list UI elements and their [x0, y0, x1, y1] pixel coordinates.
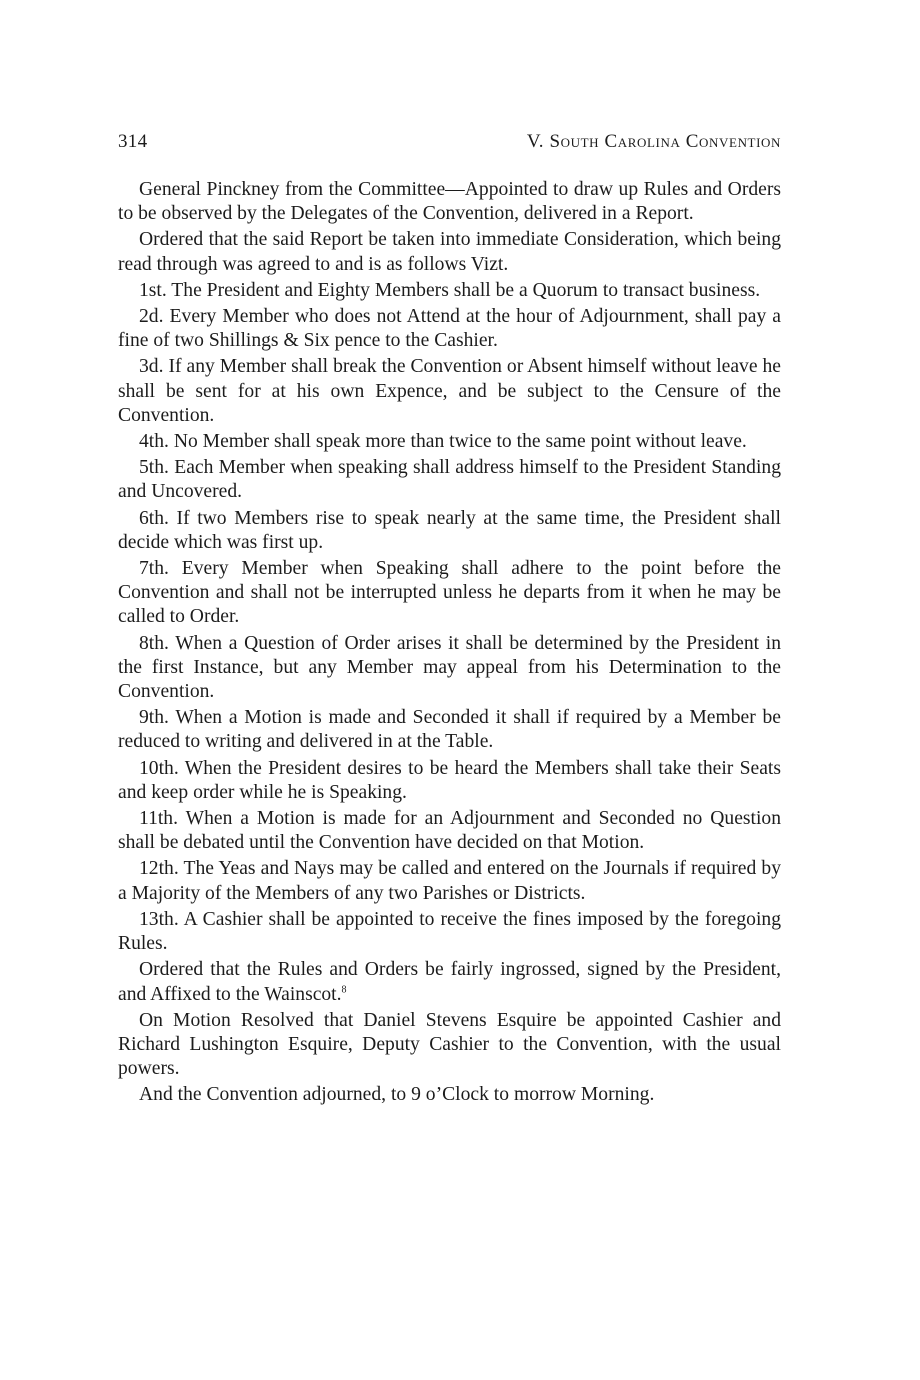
- page-number: 314: [118, 131, 148, 152]
- paragraph-adjourned: And the Convention adjourned, to 9 o’Clock to morrow Morning.: [139, 1084, 655, 1106]
- document-page: [118, 128, 781, 1110]
- rule-9: 9th. When a Motion is made and Seconded it shall if required by a Member be reduced to writing and delivered in at the Table.: [118, 707, 781, 753]
- rule-12: 12th. The Yeas and Nays may be called and entered on the Journals if required by a Majority of the Members of any two Parishes or Districts.: [118, 858, 781, 904]
- rule-2: 2d. Every Member who does not Attend at the hour of Adjournment, shall pay a fine of two Shillings & Six pence to the Cashier.: [118, 306, 781, 352]
- rule-11: 11th. When a Motion is made for an Adjournment and Seconded no Question shall be debated until the Convention have decided on that Motion.: [118, 808, 781, 854]
- rule-8: 8th. When a Question of Order arises it shall be determined by the President in the first Instance, but any Member may appeal from his Determination to the Convention.: [118, 632, 781, 703]
- rule-10: 10th. When the President desires to be heard the Members shall take their Seats and keep order while he is Speaking.: [118, 757, 781, 803]
- rule-7: 7th. Every Member when Speaking shall adhere to the point before the Convention and shall not be interrupted unless he departs from it when he may be called to Order.: [118, 558, 781, 628]
- rule-13: 13th. A Cashier shall be appointed to receive the fines imposed by the foregoing Rules.: [118, 908, 781, 955]
- section-title: V. South Carolina Convention: [526, 131, 781, 152]
- paragraph-ingrossed: [118, 958, 781, 1006]
- rule-6: 6th. If two Members rise to speak nearly at the same time, the President shall decide which was first up.: [118, 507, 781, 553]
- paragraph-ordered-consideration: Ordered that the said Report be taken into immediate Consideration, which being read through was agreed to and is as follows Vizt.: [118, 229, 781, 275]
- body-text: [118, 178, 781, 1108]
- rule-1: 1st. The President and Eighty Members shall be a Quorum to transact business.: [139, 279, 761, 301]
- paragraph-cashier-appointment: On Motion Resolved that Daniel Stevens Esquire be appointed Cashier and Richard Lushington Esquire, Deputy Cashier to the Convention, with the usual powers.: [118, 1009, 781, 1080]
- running-head: [118, 128, 781, 156]
- paragraph-committee-report: General Pinckney from the Committee—Appointed to draw up Rules and Orders to be observed by the Delegates of the Convention, delivered in a Report.: [118, 179, 781, 225]
- rule-5: 5th. Each Member when speaking shall address himself to the President Standing and Uncovered.: [118, 457, 781, 503]
- footnote-reference[interactable]: 8: [341, 983, 347, 995]
- rule-4: 4th. No Member shall speak more than twice to the same point without leave.: [139, 431, 747, 453]
- rule-3: 3d. If any Member shall break the Convention or Absent himself without leave he shall be sent for at his own Expence, and be subject to the Censure of the Convention.: [118, 356, 781, 426]
- paragraph-ingrossed-text: Ordered that the Rules and Orders be fairly ingrossed, signed by the President, and Affixed to the Wainscot.: [118, 959, 781, 1005]
